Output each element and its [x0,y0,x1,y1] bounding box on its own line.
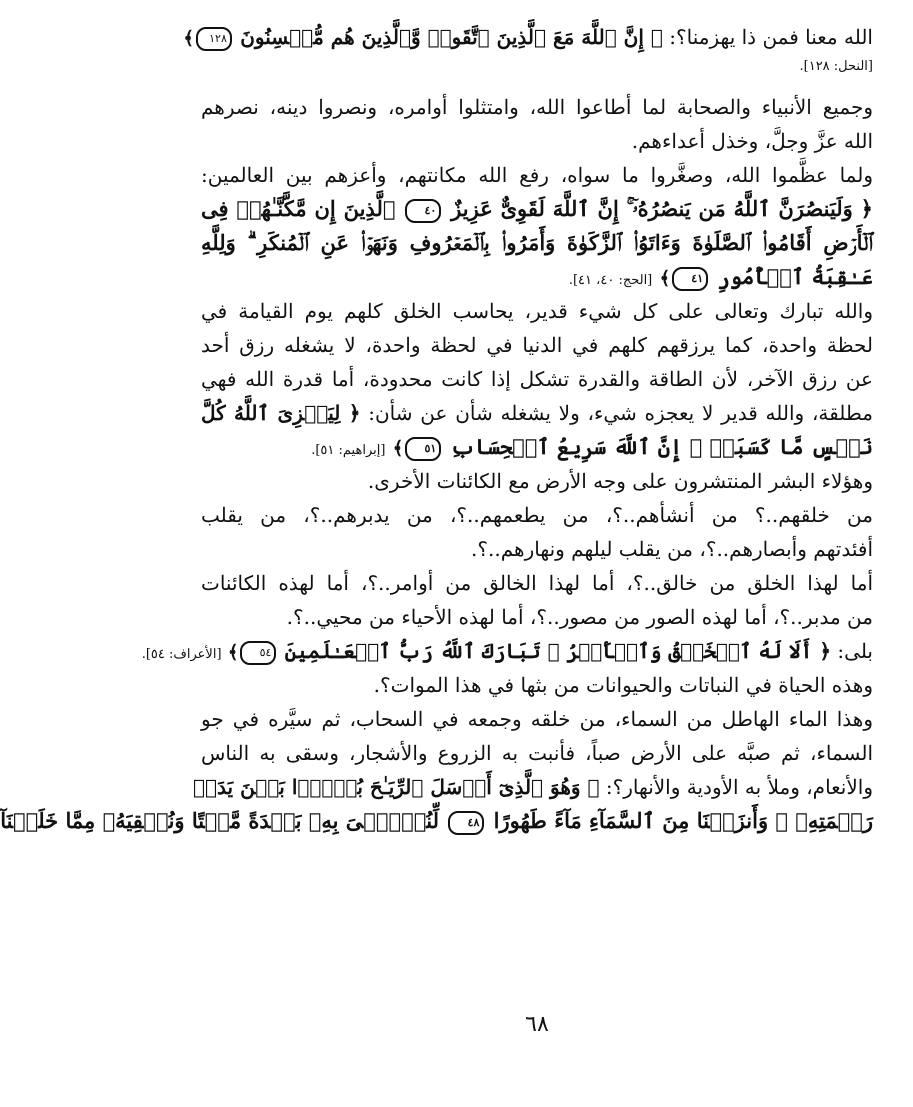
text-line [201,532,873,566]
body-text: عن رزق الآخر، لأن الطاقة والقدرة تشكل إذا كانت محدودة، أما قدرة الله فهي [201,367,873,391]
quran-verse: نَفۡسٍ مَّا كَسَبَتۡ ۚ إِنَّ ٱللَّهَ سَرِيعُ ٱلۡحِسَابِ [450,434,873,459]
text-line [201,600,873,634]
quran-verse: ﴿ وَلَيَنصُرَنَّ ٱللَّهُ مَن يَنصُرُهُۥٓ ۚ إِنَّ ٱللَّهَ لَقَوِىٌّ عَزِيزٌ [451,196,873,221]
verse-reference: [الأعراف: ٥٤]. [141,647,222,662]
body-text: السماء، ثم صبَّه على الأرض صباً، فأنبت به الزروع والأشجار، وسقى به الناس [201,741,873,765]
page-text [0,20,873,838]
body-text: ولما عظَّموا الله، وصغَّروا ما سواه، رفع الله مكانتهم، وأعزهم بين العالمين: [201,163,873,187]
body-text: وهؤلاء البشر المنتشرون على وجه الأرض مع الكائنات الأخرى. [367,469,873,493]
text-line [201,430,873,464]
body-text: أفئدتهم وأبصارهم..؟، من يقلب ليلهم ونهارهم..؟. [471,537,873,561]
text-line [201,736,873,770]
quran-verse: ﴿ أَلَا لَهُ ٱلۡخَلۡقُ وَٱلۡأَمۡرُ ۗ تَبَارَكَ ٱللَّهُ رَبُّ ٱلۡعَـٰلَمِينَ [284,639,832,663]
body-text: الله عزَّ وجلَّ، وخذل أعداءهم. [631,129,873,153]
text-line [201,464,873,498]
closing-bracket: ﴾ [183,28,194,49]
text-line [201,260,873,294]
text-line [201,362,873,396]
text-line [141,634,873,668]
verse-reference: [إبراهيم: ٥١]. [311,443,386,458]
text-line [183,20,873,54]
text-line [201,226,873,260]
text-line [201,158,873,192]
text-line [201,702,873,736]
paragraph-gap [201,80,873,90]
body-text: والله تبارك وتعالى على كل شيء قدير، يحاسب الخلق كلهم يوم القيامة في [201,299,873,323]
body-text: من مدبر..؟، أما لهذه الصور من مصور..؟، أما لهذه الأحياء من محيي..؟. [286,605,873,629]
closing-bracket: ﴾ [227,642,239,663]
closing-bracket: ﴾ [659,268,671,289]
body-text: وجميع الأنبياء والصحابة لما أطاعوا الله، وامتثلوا أوامره، ونصروا دينه، نصرهم [201,95,873,119]
closing-bracket: ﴾ [392,438,404,459]
body-text: من خلقهم..؟ من أنشأهم..؟، من يطعمهم..؟، من يدبرهم..؟، من يقلب [201,503,873,527]
text-line [201,90,873,124]
text-line [193,770,873,804]
body-text: الله معنا فمن ذا يهزمنا؟: [662,25,873,49]
ayah-number-marker: ٤١ [672,267,708,291]
text-line [201,124,873,158]
text-line [201,396,873,430]
verse-reference: [الحج: ٤٠، ٤١]. [568,273,653,288]
verse-reference: [النحل: ١٢٨]. [799,59,873,74]
ayah-number-marker: ٤٠ [405,199,441,223]
ayah-number-marker: ١٢٨ [196,27,232,51]
body-text: أما لهذا الخلق من خالق..؟، أما لهذا الخالق من أوامر..؟، أما لهذه الكائنات [201,571,873,595]
text-line [201,294,873,328]
quran-verse: ﴿ وَهُوَ ٱلَّذِىٓ أَرۡسَلَ ٱلرِّيَـٰحَ بُشۡرًۢا بَيۡنَ يَدَىۡ [193,775,600,799]
text-line [201,566,873,600]
text-line [0,804,873,838]
body-text: والأنعام، وملأ به الأودية والأنهار؟: [599,775,873,799]
quran-verse: ﴿ إِنَّ ٱللَّهَ مَعَ ٱلَّذِينَ ٱتَّقَوا۟ وَّٱلَّذِينَ هُم مُّحۡسِنُونَ [240,25,663,49]
body-text: وهذا الماء الهاطل من السماء، من خلقه وجمعه في السحاب، ثم سيَّره في جو [201,707,873,731]
page-number: ٦٨ [525,1012,549,1037]
quran-verse: لِّنُحۡـِۧىَ بِهِۦ بَلۡدَةً مَّيۡتًا وَنُسۡقِيَهُۥ مِمَّا خَلَقۡنَآ [0,808,440,833]
ayah-number-marker: ٥٤ [240,641,276,665]
ayah-number-marker: ٥١ [405,437,441,461]
quran-verse: عَـٰقِبَةُ ٱلۡأُمُورِ [717,264,873,289]
text-line [201,328,873,362]
text-line [201,192,873,226]
quran-verse: ٱلۡأَرۡضِ أَقَامُوا۟ ٱلصَّلَوٰةَ وَءَاتَوُا۟ ٱلزَّكَوٰةَ وَأَمَرُوا۟ بِٱلۡمَعۡرُوفِ وَنَهَوۡا۟ عَنِ ٱلۡمُنكَرِ ۗ وَلِلَّهِ [201,230,873,255]
body-text: بلى: [831,639,873,663]
ayah-number-marker: ٤٨ [448,811,484,835]
text-line [201,668,873,702]
text-line [201,54,873,80]
body-text: مطلقة، والله قدير لا يعجزه شيء، ولا يشغله شأن عن شأن: [360,401,873,425]
quran-verse: ﴿ لِيَجۡزِىَ ٱللَّهُ كُلَّ [201,401,361,425]
body-text: لحظة واحدة، كما يرزقهم كلهم في الدنيا في لحظة واحدة، لا يشغله رزق أحد [201,333,873,357]
quran-verse: رَحۡمَتِهِۦ ۚ وَأَنزَلۡنَا مِنَ ٱلسَّمَآءِ مَآءً طَهُورًا [493,808,873,833]
text-line [201,498,873,532]
quran-verse: ٱلَّذِينَ إِن مَّكَّنَّـٰهُمۡ فِى [201,196,396,221]
body-text: وهذه الحياة في النباتات والحيوانات من بثها في هذا الموات؟. [373,673,873,697]
